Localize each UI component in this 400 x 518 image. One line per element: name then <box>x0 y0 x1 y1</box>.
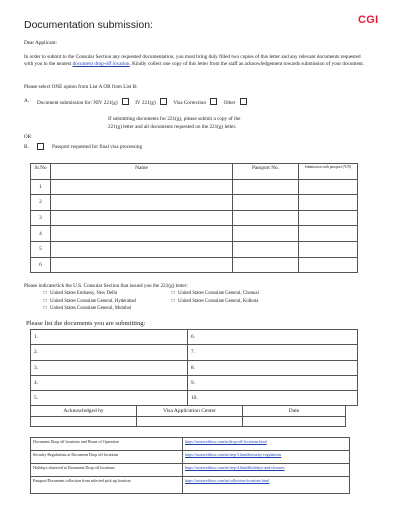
page-title: Documentation submission: <box>24 19 153 31</box>
document-cell[interactable]: 8. <box>188 360 358 375</box>
checkbox-icon: □ <box>171 298 175 304</box>
drop-off-location-link[interactable]: document drop-off location <box>72 61 130 68</box>
info-link[interactable] <box>183 451 350 464</box>
passport-no-cell[interactable] <box>233 241 299 257</box>
other-checkbox[interactable] <box>240 98 247 105</box>
table-row <box>31 451 350 464</box>
consulate-option-hyderabad[interactable] <box>40 298 168 306</box>
submission-cell[interactable] <box>299 241 358 257</box>
checkbox-icon: □ <box>43 298 47 304</box>
row-number: 4 <box>31 226 51 242</box>
row-number: 6 <box>31 257 51 273</box>
info-label: Holidays observed at Document Drop off locations <box>31 464 183 477</box>
acknowledgement-table <box>30 405 346 427</box>
checkbox-icon: □ <box>43 291 47 296</box>
visa-correction-label: Visa Correction <box>173 100 206 106</box>
documents-table <box>30 329 358 406</box>
table-row <box>31 375 358 390</box>
table-row <box>31 438 350 451</box>
passport-requested-checkbox[interactable] <box>37 143 44 150</box>
submission-cell[interactable] <box>299 226 358 242</box>
row-number: 5 <box>31 241 51 257</box>
name-cell[interactable] <box>51 257 233 273</box>
info-links-table <box>30 437 350 494</box>
info-label: Passport/Document collection from selected pick up location <box>31 477 183 494</box>
consulate-option-chennai[interactable] <box>168 291 259 296</box>
info-link[interactable] <box>183 464 350 477</box>
intro-text-2: . Kindly collect one copy of this letter from the staff as acknowledgement towards submission of your document. <box>129 61 365 68</box>
list-b-label: Passport requested for final visa processing <box>52 144 143 150</box>
passport-no-cell[interactable] <box>233 226 299 242</box>
table-row <box>31 464 350 477</box>
document-cell[interactable]: 5. <box>31 391 188 406</box>
name-cell[interactable] <box>51 210 233 226</box>
submission-cell[interactable] <box>299 210 358 226</box>
passport-no-cell[interactable] <box>233 195 299 211</box>
list-a-note-2: 221(g) letter and all documents requested on the 221(g) letter. <box>108 124 237 130</box>
consulate-label: United States Consulate General, Chennai <box>178 291 259 296</box>
passport-no-cell[interactable] <box>233 210 299 226</box>
submission-cell[interactable] <box>299 195 358 211</box>
document-cell[interactable]: 4. <box>31 375 188 390</box>
table-row <box>31 345 358 360</box>
table-row <box>31 226 358 242</box>
or-label: OR <box>24 134 32 140</box>
info-label: Document Drop off locations and Hours of Operation <box>31 438 183 451</box>
holidays-link[interactable]: https://ustraveldocs.com/in/step-4.html#holidays-and-closures <box>185 465 285 470</box>
iv-221g-checkbox[interactable] <box>160 98 167 105</box>
name-cell[interactable] <box>51 241 233 257</box>
acknowledged-by-cell[interactable] <box>31 416 137 427</box>
intro-paragraph <box>24 54 367 68</box>
checkbox-icon: □ <box>171 291 175 296</box>
document-cell[interactable]: 6. <box>188 330 358 345</box>
info-link[interactable] <box>183 477 350 494</box>
consulate-options <box>40 290 370 313</box>
documents-instruction: Please list the documents you are submitting: <box>26 320 146 327</box>
document-cell[interactable]: 7. <box>188 345 358 360</box>
document-cell[interactable]: 10. <box>188 391 358 406</box>
collection-locations-link[interactable]: https://ustraveldocs.com/in/collection-locations.html <box>185 478 270 483</box>
table-row <box>31 477 350 494</box>
select-instruction: Please select ONE option from List A OR from List B: <box>24 84 138 90</box>
list-a-prefix: A. <box>24 98 30 104</box>
intro-text-1: In order to submit to the Consular Section any requested documentation, you must bring duly filled two copies of this letter and any relevant documents requested with you to the nearest <box>24 54 361 68</box>
niv-221g-label: Document submission for: NIV 221(g) <box>37 100 118 106</box>
table-row <box>31 330 358 345</box>
table-row <box>31 195 358 211</box>
row-number: 2 <box>31 195 51 211</box>
security-regulations-link[interactable]: https://ustraveldocs.com/in/step-5.html#security-regulations <box>185 452 282 457</box>
consulate-label: United States Consulate General, Kolkota <box>178 298 259 304</box>
list-a-note-1: If submitting documents for 221(g), please submit a copy of the <box>108 116 241 122</box>
passport-table <box>30 163 358 273</box>
salutation: Dear Applicant: <box>24 40 57 46</box>
list-b-prefix: B. <box>24 144 29 150</box>
document-cell[interactable]: 3. <box>31 360 188 375</box>
passport-table-header <box>31 164 358 180</box>
document-cell[interactable]: 1. <box>31 330 188 345</box>
niv-221g-checkbox[interactable] <box>122 98 129 105</box>
col-header-name: Name <box>51 164 233 180</box>
visa-correction-checkbox[interactable] <box>210 98 217 105</box>
passport-no-cell[interactable] <box>233 257 299 273</box>
table-row <box>31 210 358 226</box>
document-cell[interactable]: 9. <box>188 375 358 390</box>
visa-application-center-header: Visa Application Center <box>137 406 243 417</box>
row-number: 1 <box>31 179 51 195</box>
table-row <box>31 257 358 273</box>
submission-cell[interactable] <box>299 179 358 195</box>
name-cell[interactable] <box>51 195 233 211</box>
row-number: 3 <box>31 210 51 226</box>
ack-input-row <box>31 416 346 427</box>
col-header-srno: Sr.No <box>31 164 51 180</box>
date-cell[interactable] <box>243 416 346 427</box>
info-label: Security Regulations at Document Drop off locations <box>31 451 183 464</box>
checkbox-icon: □ <box>43 306 47 311</box>
submission-cell[interactable] <box>299 257 358 273</box>
consulate-instruction: Please indicate/tick the U.S. Consular Section that issued you the 221(g) letter: <box>24 283 188 289</box>
other-label: Other <box>223 100 236 106</box>
table-row <box>31 391 358 406</box>
acknowledged-by-header: Acknowledged by <box>31 406 137 417</box>
document-cell[interactable]: 2. <box>31 345 188 360</box>
table-row <box>31 179 358 195</box>
col-header-passport-no: Passport No. <box>233 164 299 180</box>
passport-no-cell[interactable] <box>233 179 299 195</box>
iv-221g-label: IV 221(g) <box>135 100 156 106</box>
list-a-row <box>37 98 247 107</box>
consulate-option-kolkota[interactable] <box>168 299 258 304</box>
consulate-option-new-delhi[interactable] <box>40 290 168 298</box>
info-link[interactable] <box>183 438 350 451</box>
date-header: Date <box>243 406 346 417</box>
table-row <box>31 241 358 257</box>
drop-off-locations-link[interactable]: https://ustraveldocs.com/in/drop-off-locations.html <box>185 439 267 444</box>
name-cell[interactable] <box>51 226 233 242</box>
ack-header-row <box>31 406 346 417</box>
cgi-logo: CGI <box>358 14 379 26</box>
consulate-label: United States Consulate General, Hyderabad <box>50 298 136 304</box>
col-header-submission: Submission with passport (Y/N) <box>299 164 358 180</box>
consulate-option-mumbai[interactable] <box>40 306 131 311</box>
table-row <box>31 360 358 375</box>
consulate-label: United States Consulate General, Mumbai <box>50 306 132 311</box>
consulate-label: United States Embassy, New Delhi <box>50 291 118 296</box>
name-cell[interactable] <box>51 179 233 195</box>
visa-application-center-cell[interactable] <box>137 416 243 427</box>
